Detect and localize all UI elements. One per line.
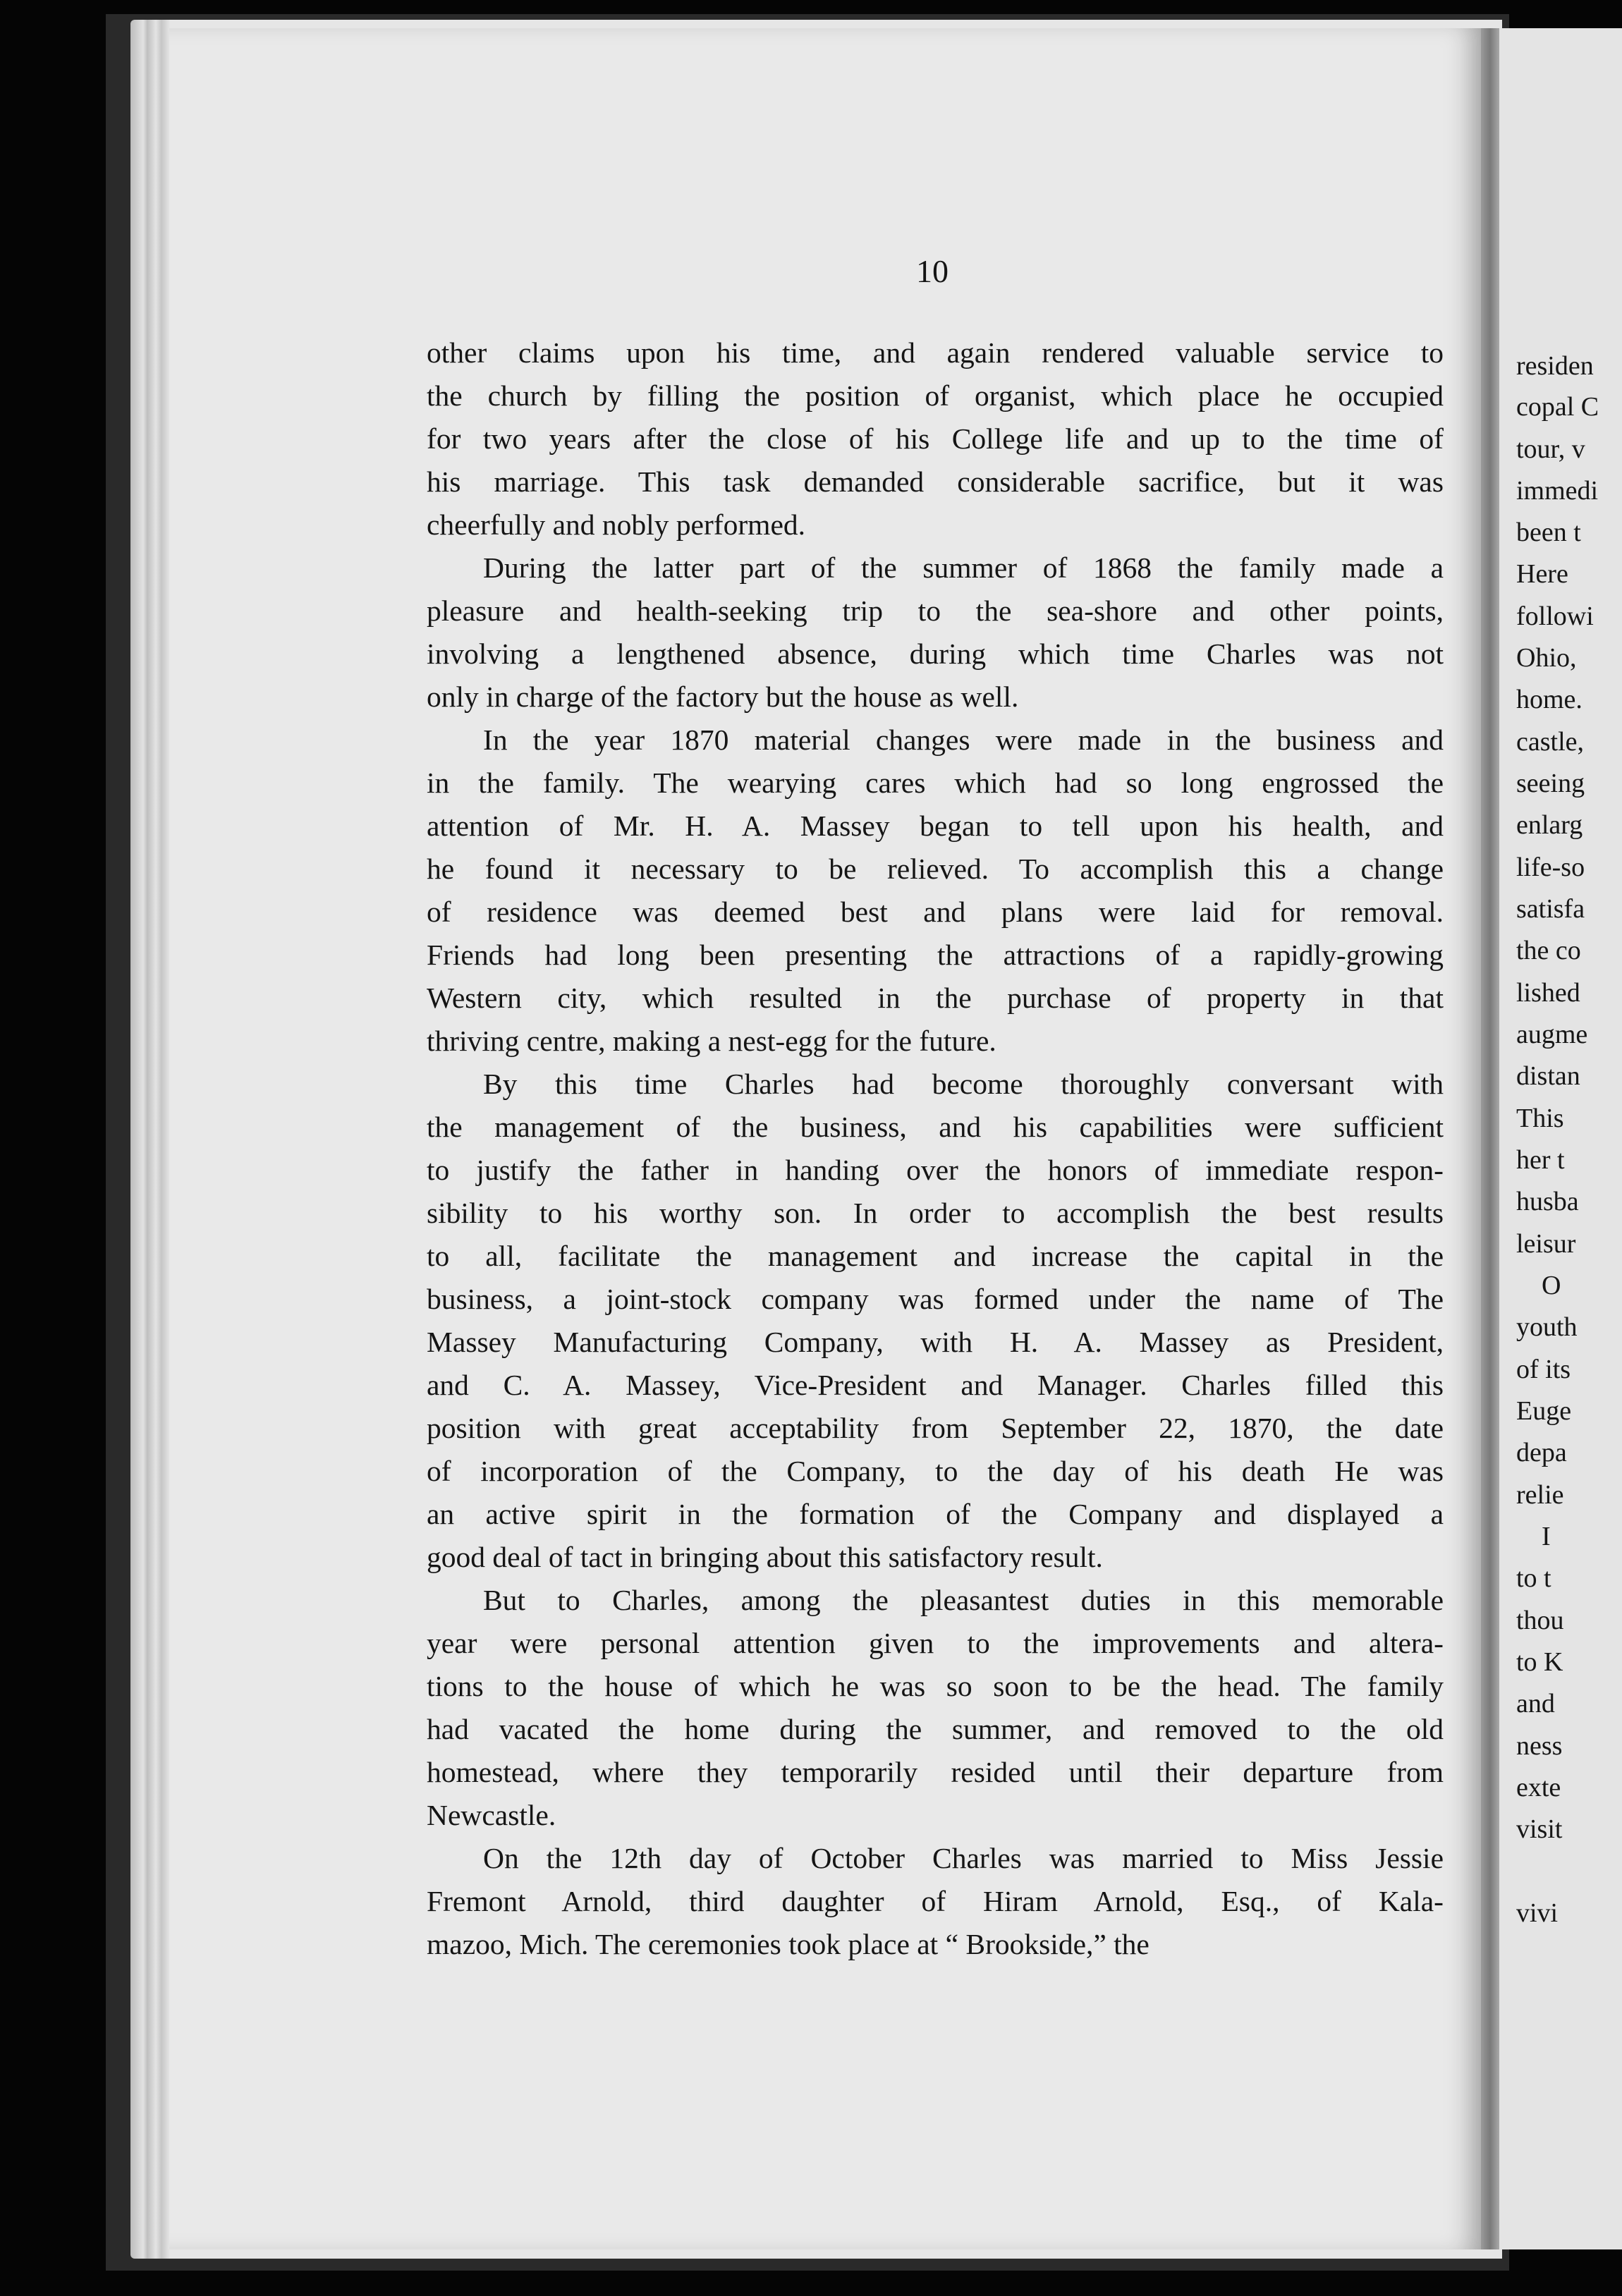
text-line: sibility to his worthy son. In order to accomplish the best results <box>427 1197 1444 1229</box>
facing-page-line: enlarg <box>1516 810 1583 840</box>
facing-page-line: lished <box>1516 978 1580 1008</box>
text-line: position with great acceptability from September 22, 1870, the date <box>427 1412 1444 1444</box>
paragraph <box>427 546 1444 719</box>
text-line: During the latter part of the summer of 1868 the family made a <box>483 551 1444 584</box>
facing-page-line: Ohio, <box>1516 643 1577 673</box>
facing-page-line: thou <box>1516 1606 1564 1635</box>
text-line: of residence was deemed best and plans were laid for removal. <box>427 896 1444 928</box>
text-line: attention of Mr. H. A. Massey began to tell upon his health, and <box>427 810 1444 842</box>
text-line: tions to the house of which he was so soon to be the head. The family <box>427 1670 1444 1702</box>
facing-page-line: depa <box>1516 1438 1567 1467</box>
text-line: and C. A. Massey, Vice-President and Manager. Charles filled this <box>427 1369 1444 1401</box>
text-line: in the family. The wearying cares which had so long engrossed the <box>427 767 1444 799</box>
facing-page-line: visit <box>1516 1814 1563 1844</box>
facing-page-line: Here <box>1516 559 1568 589</box>
facing-page-line: relie <box>1516 1480 1564 1510</box>
page-number: 10 <box>916 253 949 289</box>
paragraph <box>427 1579 1444 1837</box>
text-line: cheerfully and nobly performed. <box>427 508 805 541</box>
text-line: pleasure and health-seeking trip to the sea-shore and other points, <box>427 594 1444 627</box>
text-line: to justify the father in handing over the honors of immediate respon- <box>427 1154 1444 1186</box>
text-line: involving a lengthened absence, during which time Charles was not <box>427 637 1444 670</box>
facing-page-line: to t <box>1516 1563 1551 1593</box>
facing-page-line: O <box>1542 1271 1561 1300</box>
text-line: for two years after the close of his College life and up to the time of <box>427 422 1444 455</box>
text-line: On the 12th day of October Charles was married to Miss Jessie <box>483 1842 1444 1874</box>
facing-page-line: life-so <box>1516 853 1585 882</box>
facing-page-line: satisfa <box>1516 894 1585 924</box>
text-line: Newcastle. <box>427 1799 556 1831</box>
text-line: the church by filling the position of organist, which place he occupied <box>427 379 1444 412</box>
facing-page-line: the co <box>1516 936 1581 965</box>
facing-page-line: home. <box>1516 685 1583 714</box>
facing-page-line: followi <box>1516 602 1594 631</box>
facing-page-line: tour, v <box>1516 434 1585 464</box>
text-line: Fremont Arnold, third daughter of Hiram Arnold, Esq., of Kala- <box>427 1885 1444 1917</box>
facing-page-line: distan <box>1516 1061 1580 1091</box>
paragraph <box>427 331 1444 546</box>
facing-page-line: immedi <box>1516 476 1599 506</box>
text-line: good deal of tact in bringing about this satisfactory result. <box>427 1541 1103 1573</box>
facing-page-line: leisur <box>1516 1229 1576 1259</box>
text-line: By this time Charles had become thoroughly conversant with <box>483 1068 1444 1100</box>
text-line: an active spirit in the formation of the Company and displayed a <box>427 1498 1444 1530</box>
text-line: year were personal attention given to the improvements and altera- <box>427 1627 1444 1659</box>
facing-page-line: exte <box>1516 1773 1561 1802</box>
book-gutter <box>1481 28 1499 2249</box>
text-line: of incorporation of the Company, to the day of his death He was <box>427 1455 1444 1487</box>
text-line: he found it necessary to be relieved. To accomplish this a change <box>427 853 1444 885</box>
facing-page-line: ness <box>1516 1731 1563 1761</box>
paragraph <box>427 1063 1444 1579</box>
facing-page-line: residen <box>1516 351 1594 381</box>
text-line: Massey Manufacturing Company, with H. A. Massey as President, <box>427 1326 1444 1358</box>
facing-page-fragment <box>1499 28 1622 2249</box>
facing-page-line: to K <box>1516 1647 1563 1677</box>
text-line: But to Charles, among the pleasantest duties in this memorable <box>483 1584 1444 1616</box>
text-line: to all, facilitate the management and increase the capital in the <box>427 1240 1444 1272</box>
paragraph <box>427 719 1444 1063</box>
facing-page-line: vivi <box>1516 1898 1559 1928</box>
facing-page-line: castle, <box>1516 727 1585 757</box>
text-line: had vacated the home during the summer, and removed to the old <box>427 1713 1444 1745</box>
text-line: mazoo, Mich. The ceremonies took place at “ Brookside,” the <box>427 1928 1150 1960</box>
facing-page-line: and <box>1516 1689 1555 1718</box>
body-text <box>427 331 1444 1966</box>
paragraph <box>427 1837 1444 1966</box>
facing-page-line: augme <box>1516 1020 1588 1049</box>
facing-page-line: I <box>1542 1522 1551 1551</box>
facing-page-line: youth <box>1516 1312 1578 1342</box>
facing-page-line: husba <box>1516 1187 1579 1216</box>
text-line: other claims upon his time, and again rendered valuable service to <box>427 336 1444 369</box>
text-line: the management of the business, and his capabilities were sufficient <box>427 1111 1444 1143</box>
facing-page-line: of its <box>1516 1355 1571 1384</box>
text-line: Western city, which resulted in the purchase of property in that <box>427 982 1444 1014</box>
text-line: thriving centre, making a nest-egg for the future. <box>427 1025 996 1057</box>
facing-page-line: been t <box>1516 518 1581 547</box>
text-line: only in charge of the factory but the house as well. <box>427 680 1019 713</box>
facing-page-line: Euge <box>1516 1396 1572 1426</box>
text-line: Friends had long been presenting the attractions of a rapidly-growing <box>427 939 1444 971</box>
text-line: homestead, where they temporarily resided until their departure from <box>427 1756 1444 1788</box>
text-line: his marriage. This task demanded considerable sacrifice, but it was <box>427 465 1444 498</box>
facing-page-line: her t <box>1516 1145 1565 1175</box>
facing-page-line: This <box>1516 1104 1564 1133</box>
facing-page-line: seeing <box>1516 769 1585 798</box>
text-line: In the year 1870 material changes were made in the business and <box>483 723 1444 756</box>
facing-page-line: copal C <box>1516 392 1599 422</box>
text-line: business, a joint-stock company was formed under the name of The <box>427 1283 1444 1315</box>
